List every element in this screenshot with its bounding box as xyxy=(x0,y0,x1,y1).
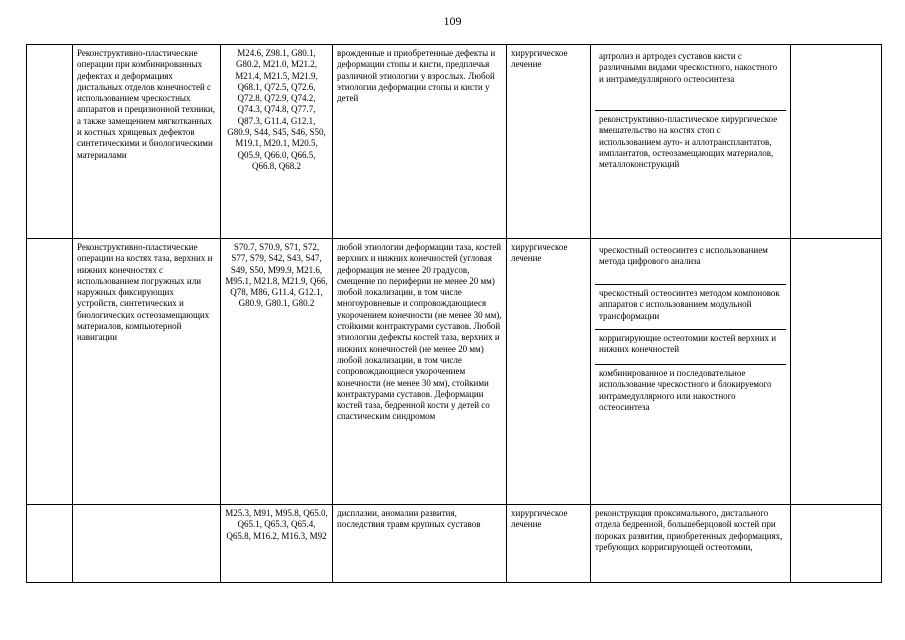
method-cell xyxy=(591,45,791,239)
treatment-type-cell: хирургическое лечение xyxy=(507,45,591,239)
method-cell: реконструкция проксимального, дистального отдела бедренной, большеберцовой костей при пороках развития, приобретенных деформациях, требующих корригирующей остеотомии, xyxy=(591,505,791,583)
icd-codes-cell: M25.3, M91, M95.8, Q65.0, Q65.1, Q65.3, Q65.4, Q65.8, M16.2, M16.3, M92 xyxy=(221,505,333,583)
patient-model-cell: врожденные и приобретенные дефекты и деформации стопы и кисти, предплечья различной этиологии у взрослых. Любой этиологии деформации стопы и кисти у детей xyxy=(333,45,507,239)
number-cell xyxy=(27,505,73,583)
table-row xyxy=(27,239,882,505)
treatment-type-cell: хирургическое лечение xyxy=(507,505,591,583)
method-item: корригирующие остеотомии костей верхних и нижних конечностей xyxy=(595,330,786,365)
icd-codes-cell: M24.6, Z98.1, G80.1, G80.2, M21.0, M21.2, M21.4, M21.5, M21.9, Q68.1, Q72.5, Q72.6, Q72.8, Q72.9, Q74.2, Q74.3, Q74.8, Q77.7, Q87.3, G11.4, G12.1, G80.9, S44, S45, S46, S50, M19.1, M20.1, M20.5, Q05.9, Q66.0, Q66.5, Q66.8, Q68.2 xyxy=(221,45,333,239)
number-cell xyxy=(27,45,73,239)
method-item: комбинированное и последовательное использование чрескостного и блокируемого интрамедуллярного или накостного остеосинтеза xyxy=(599,368,772,412)
cost-cell xyxy=(791,505,882,583)
page-number: 109 xyxy=(443,14,462,28)
treatment-type-cell: хирургическое лечение xyxy=(507,239,591,505)
treatment-table xyxy=(26,44,882,583)
icd-codes-cell: S70.7, S70.9, S71, S72, S77, S79, S42, S43, S47, S49, S50, M99.9, M21.6, M95.1, M21.8, M21.9, Q66, Q78, M86, G11.4, G12.1, G80.9, G80.1, G80.2 xyxy=(221,239,333,505)
method-item: чрескостный остеосинтез методом компоновок аппаратов с использованием модульной трансформации xyxy=(595,285,786,330)
patient-model-cell: любой этиологии деформации таза, костей верхних и нижних конечностей (угловая деформация не менее 20 градусов, смещение по периферии не менее 20 мм) любой локализации, в том числе многоуровневые и сопровождающиеся укорочением конечности (не менее 30 мм), стойкими контрактурами суставов. Любой этиологии дефекты костей таза, верхних и нижних конечностей (не менее 20 мм) любой локализации, в том числе сопровождающиеся укорочением конечности (не менее 30 мм), стойкими контрактурами суставов. Деформации костей таза, бедренной кости у детей со спастическим синдромом xyxy=(333,239,507,505)
number-cell xyxy=(27,239,73,505)
operation-name-cell: Реконструктивно-пластические операции при комбинированных дефектах и деформациях дистальных отделов конечностей с использованием чрескостных аппаратов и прецизионной техники, а также замещением мягкотканных и костных хрящевых дефектов синтетическими и биологическими материалами xyxy=(73,45,221,239)
method-item: артролиз и артродез суставов кисти с различными видами чрескостного, накостного и интрамедуллярного остеосинтеза xyxy=(595,48,786,111)
cost-cell xyxy=(791,45,882,239)
method-item: чрескостный остеосинтез с использованием метода цифрового анализа xyxy=(595,242,786,285)
operation-name-cell: Реконструктивно-пластические операции на костях таза, верхних и нижних конечностях с использованием погружных или наружных фиксирующих устройств, синтетических и биологических остеозамещающих материалов, компьютерной навигации xyxy=(73,239,221,505)
method-cell xyxy=(591,239,791,505)
table-row xyxy=(27,505,882,583)
table-row xyxy=(27,45,882,239)
operation-name-cell xyxy=(73,505,221,583)
method-item: реконструктивно-пластическое хирургическое вмешательство на костях стоп с использованием ауто- и аллотрансплантатов, имплантатов, остеозамещающих материалов, металлоконструкций xyxy=(599,114,778,170)
patient-model-cell: дисплазии, аномалии развития, последствия травм крупных суставов xyxy=(333,505,507,583)
cost-cell xyxy=(791,239,882,505)
